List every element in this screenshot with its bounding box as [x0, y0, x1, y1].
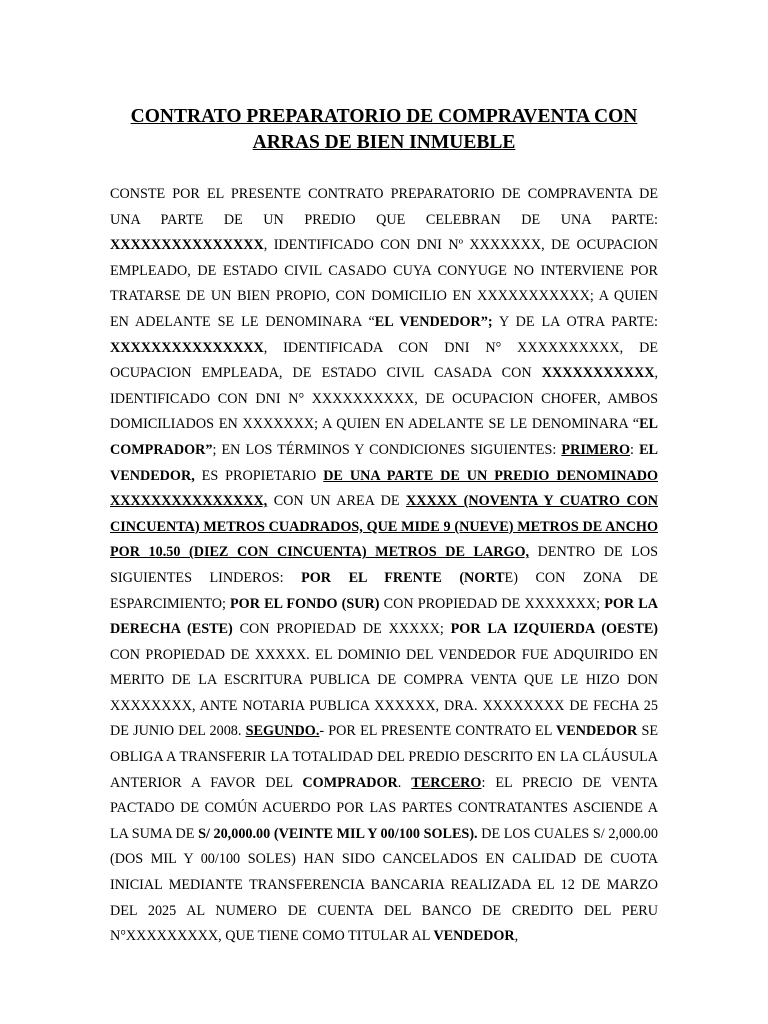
paragraph-segment: CON PROPIEDAD DE XXXXXXX;	[379, 595, 605, 612]
paragraph-segment: , IDENTIFICADO CON DNI N° XXXXXXXXXX, DE OCUPACION CHOFER, AMBOS DOMICILIADOS EN XXXXXXX; A QUIEN EN ADELANTE SE LE DENOMINARA “	[110, 365, 658, 433]
paragraph-segment: CONSTE POR EL PRESENTE CONTRATO PREPARATORIO DE COMPRAVENTA DE UNA PARTE DE UN PREDIO QUE CELEBRAN DE UNA PARTE:	[110, 186, 658, 228]
paragraph-segment: CON UN AREA DE	[267, 493, 406, 510]
paragraph-segment: COMPRADOR	[302, 774, 398, 791]
paragraph-segment: ,	[514, 928, 519, 945]
paragraph-segment: XXXXXXXXXXX	[541, 365, 655, 382]
paragraph-segment: DENTRO DE LOS SIGUIENTES LINDEROS:	[110, 544, 658, 586]
title-line-1: CONTRATO PREPARATORIO DE COMPRAVENTA CON	[130, 106, 638, 127]
paragraph-segment: : EL PRECIO DE VENTA PACTADO DE COMÚN ACUERDO POR LAS PARTES CONTRATANTES ASCIENDE A LA SUMA DE	[110, 774, 658, 842]
paragraph-segment: DE UNA PARTE DE UN PREDIO DENOMINADO XXXXXXXXXXXXXXX,	[110, 467, 658, 510]
paragraph-segment: VENDEDOR	[556, 723, 638, 740]
paragraph-segment: S/ 20,000.00 (VEINTE MIL Y 00/100 SOLES).	[198, 825, 478, 842]
paragraph-segment: SE OBLIGA A TRANSFERIR LA TOTALIDAD DEL PREDIO DESCRITO EN LA CLÁUSULA ANTERIOR A FAVOR DEL	[110, 723, 658, 791]
paragraph-segment: TERCERO	[411, 774, 482, 791]
paragraph-segment: XXXXX (NOVENTA Y CUATRO CON CINCUENTA) METROS CUADRADOS, QUE MIDE 9 (NUEVE) METROS DE ANCHO POR 10.50 (DIEZ CON CINCUENTA) METROS DE LARGO,	[110, 493, 658, 561]
paragraph-segment: SEGUNDO.	[245, 723, 320, 740]
paragraph-segment: XXXXXXXXXXXXXXX	[110, 237, 264, 254]
paragraph-segment: CON PROPIEDAD DE XXXXX. EL DOMINIO DEL VENDEDOR FUE ADQUIRIDO EN MERITO DE LA ESCRITURA PUBLICA DE COMPRA VENTA QUE LE HIZO DON XXXXXXXX, ANTE NOTARIA PUBLICA XXXXXX, DRA. XXXXXXXX DE FECHA 25 DE JUNIO DEL 2008.	[110, 646, 658, 740]
paragraph-segment: ES PROPIETARIO	[194, 467, 324, 484]
paragraph-segment: ; EN LOS TÉRMINOS Y CONDICIONES SIGUIENTES:	[212, 441, 562, 458]
paragraph-segment: - POR EL PRESENTE CONTRATO EL	[319, 723, 557, 740]
paragraph-segment: POR EL FRENTE (NORT	[301, 569, 505, 586]
paragraph-segment: E) CON ZONA DE ESPARCIMIENTO;	[110, 569, 658, 612]
page-title	[100, 104, 668, 156]
paragraph-segment: VENDEDOR	[433, 928, 515, 945]
paragraph-segment: POR LA IZQUIERDA (OESTE)	[450, 621, 659, 638]
paragraph-segment: EL COMPRADOR”	[110, 416, 658, 458]
paragraph-segment: Y DE LA OTRA PARTE:	[492, 313, 658, 330]
paragraph-segment: :	[630, 441, 640, 458]
paragraph-segment: CON PROPIEDAD DE XXXXX;	[232, 621, 451, 638]
paragraph-segment: DE LOS CUALES S/ 2,000.00 (DOS MIL Y 00/100 SOLES) HAN SIDO CANCELADOS EN CALIDAD DE CUOTA INICIAL MEDIANTE TRANSFERENCIA BANCARIA REALIZADA EL 12 DE MARZO DEL 2025 AL NUMERO DE CUENTA DEL BANCO DE CREDITO DEL PERU N°XXXXXXXXX, QUE TIENE COMO TITULAR AL	[110, 825, 658, 945]
paragraph-segment: XXXXXXXXXXXXXXX	[110, 339, 264, 356]
title-line-2: ARRAS DE BIEN INMUEBLE	[252, 132, 516, 153]
contract-body-paragraph	[110, 182, 658, 950]
paragraph-segment: , IDENTIFICADA CON DNI N° XXXXXXXXXX, DE OCUPACION EMPLEADA, DE ESTADO CIVIL CASADA CON	[110, 339, 658, 382]
paragraph-segment: PRIMERO	[561, 441, 630, 458]
paragraph-segment: EL VENDEDOR,	[110, 441, 658, 484]
paragraph-segment: , IDENTIFICADO CON DNI Nº XXXXXXX, DE OCUPACION EMPLEADO, DE ESTADO CIVIL CASADO CUYA CONYUGE NO INTERVIENE POR TRATARSE DE UN BIEN PROPIO, CON DOMICILIO EN XXXXXXXXXXX; A QUIEN EN ADELANTE SE LE DENOMINARA “	[110, 237, 658, 330]
paragraph-segment: .	[397, 774, 412, 791]
paragraph-segment: POR LA DERECHA (ESTE)	[110, 595, 659, 638]
paragraph-segment: EL VENDEDOR”;	[374, 313, 493, 330]
paragraph-segment: POR EL FONDO (SUR)	[230, 595, 380, 612]
